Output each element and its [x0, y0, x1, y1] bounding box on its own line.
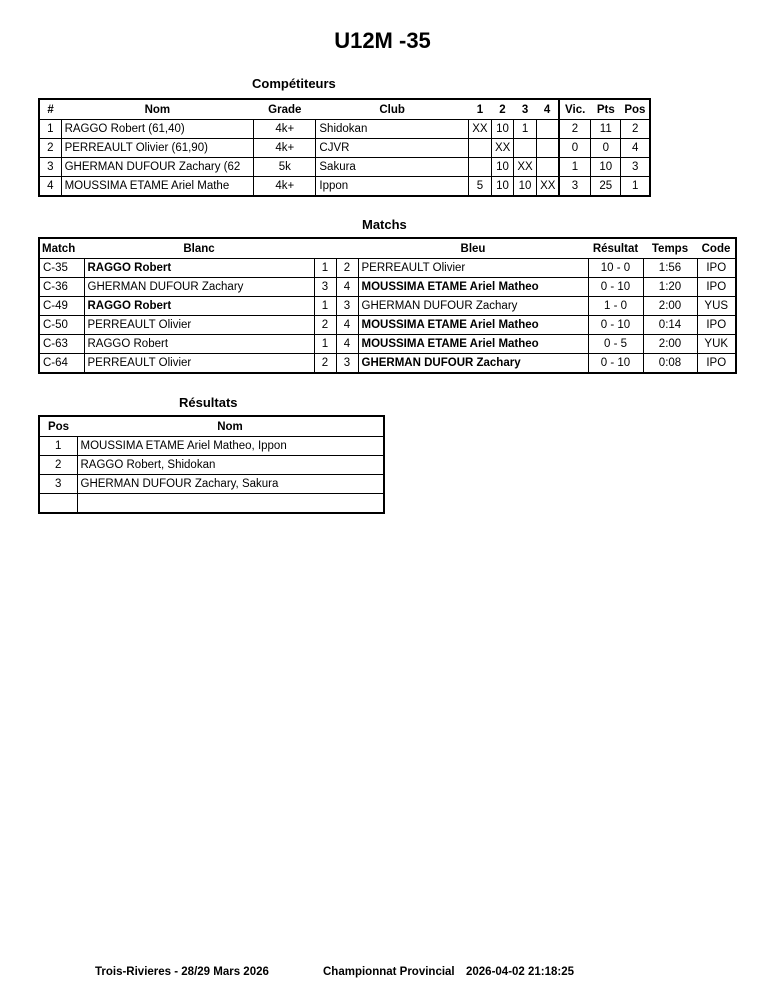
competitor-num: 1 — [39, 120, 61, 139]
match-bleu: MOUSSIMA ETAME Ariel Matheo — [358, 316, 588, 335]
competitor-club: Ippon — [316, 177, 468, 197]
match-blanc: RAGGO Robert — [84, 335, 314, 354]
competitor-pos: 2 — [621, 120, 650, 139]
match-blanc: RAGGO Robert — [84, 259, 314, 278]
competitor-row — [39, 177, 650, 197]
match-blanc-num: 1 — [314, 297, 336, 316]
match-code: YUS — [697, 297, 736, 316]
match-temps: 0:08 — [643, 354, 697, 374]
match-row — [39, 354, 736, 374]
match-row — [39, 259, 736, 278]
result-pos — [39, 494, 77, 514]
match-bleu: GHERMAN DUFOUR Zachary — [358, 354, 588, 374]
result-nom: RAGGO Robert, Shidokan — [77, 456, 384, 475]
match-bleu-num: 4 — [336, 335, 358, 354]
col-pts: Pts — [596, 103, 615, 116]
competitor-r1 — [468, 158, 491, 177]
competitor-vic: 1 — [559, 158, 591, 177]
competitor-num: 3 — [39, 158, 61, 177]
col-bleu: Bleu — [460, 242, 486, 255]
competitor-row — [39, 139, 650, 158]
col-r3: 3 — [521, 103, 529, 116]
match-bleu-num: 2 — [336, 259, 358, 278]
col-res-nom: Nom — [217, 420, 243, 433]
competitor-pos: 1 — [621, 177, 650, 197]
competitor-club: Sakura — [316, 158, 468, 177]
competitor-r3: 1 — [514, 120, 537, 139]
match-id: C-36 — [39, 278, 84, 297]
match-bleu: GHERMAN DUFOUR Zachary — [358, 297, 588, 316]
competitor-grade: 4k+ — [254, 120, 316, 139]
competitor-grade: 4k+ — [254, 177, 316, 197]
match-id: C-50 — [39, 316, 84, 335]
competitor-name: RAGGO Robert (61,40) — [61, 120, 254, 139]
match-code: IPO — [697, 354, 736, 374]
match-bleu: MOUSSIMA ETAME Ariel Matheo — [358, 335, 588, 354]
match-resultat: 0 - 10 — [588, 278, 643, 297]
match-bleu-num: 4 — [336, 278, 358, 297]
col-num: # — [47, 103, 54, 116]
result-row — [39, 494, 384, 514]
match-resultat: 0 - 10 — [588, 354, 643, 374]
match-blanc-num: 1 — [314, 335, 336, 354]
competitor-name: MOUSSIMA ETAME Ariel Mathe — [61, 177, 254, 197]
competitor-vic: 3 — [559, 177, 591, 197]
match-bleu: MOUSSIMA ETAME Ariel Matheo — [358, 278, 588, 297]
match-blanc: RAGGO Robert — [84, 297, 314, 316]
match-bleu-num: 3 — [336, 354, 358, 374]
match-code: YUK — [697, 335, 736, 354]
match-blanc: GHERMAN DUFOUR Zachary — [84, 278, 314, 297]
results-heading: Résultats — [179, 395, 238, 410]
results-table — [38, 415, 385, 514]
match-resultat: 0 - 10 — [588, 316, 643, 335]
result-row — [39, 437, 384, 456]
match-blanc-num: 2 — [314, 316, 336, 335]
match-row — [39, 297, 736, 316]
col-nom: Nom — [144, 103, 171, 116]
competitor-r4 — [537, 120, 559, 139]
footer-event: Championnat Provincial — [323, 966, 455, 978]
competitor-r2: XX — [491, 139, 513, 158]
match-resultat: 1 - 0 — [588, 297, 643, 316]
result-nom — [77, 494, 384, 514]
competitor-grade: 4k+ — [254, 139, 316, 158]
competitor-vic: 2 — [559, 120, 591, 139]
match-blanc-num: 3 — [314, 278, 336, 297]
col-grade: Grade — [268, 103, 302, 116]
result-nom: GHERMAN DUFOUR Zachary, Sakura — [77, 475, 384, 494]
match-blanc: PERREAULT Olivier — [84, 354, 314, 374]
competitor-name: GHERMAN DUFOUR Zachary (62 — [61, 158, 254, 177]
match-blanc: PERREAULT Olivier — [84, 316, 314, 335]
footer-timestamp: 2026-04-02 21:18:25 — [466, 966, 575, 978]
match-resultat: 10 - 0 — [588, 259, 643, 278]
match-id: C-64 — [39, 354, 84, 374]
match-id: C-49 — [39, 297, 84, 316]
match-blanc-num: 2 — [314, 354, 336, 374]
col-res-pos: Pos — [47, 420, 70, 433]
match-row — [39, 278, 736, 297]
match-temps: 2:00 — [643, 297, 697, 316]
competitors-header-row — [39, 99, 650, 120]
col-resultat: Résultat — [592, 242, 639, 255]
competitor-pos: 3 — [621, 158, 650, 177]
competitor-r1 — [468, 139, 491, 158]
col-code: Code — [701, 242, 731, 255]
col-match: Match — [42, 242, 76, 255]
col-vic: Vic. — [559, 99, 591, 120]
competitor-grade: 5k — [254, 158, 316, 177]
competitor-row — [39, 158, 650, 177]
match-temps: 0:14 — [643, 316, 697, 335]
competitor-name: PERREAULT Olivier (61,90) — [61, 139, 254, 158]
result-row — [39, 456, 384, 475]
result-nom: MOUSSIMA ETAME Ariel Matheo, Ippon — [77, 437, 384, 456]
match-code: IPO — [697, 316, 736, 335]
competitor-row — [39, 120, 650, 139]
competitor-club: CJVR — [316, 139, 468, 158]
competitor-pts: 10 — [591, 158, 621, 177]
match-temps: 2:00 — [643, 335, 697, 354]
competitor-r4 — [537, 158, 559, 177]
match-code: IPO — [697, 278, 736, 297]
matches-heading: Matchs — [362, 217, 407, 232]
match-id: C-35 — [39, 259, 84, 278]
match-bleu: PERREAULT Olivier — [358, 259, 588, 278]
col-club: Club — [379, 103, 405, 116]
match-resultat: 0 - 5 — [588, 335, 643, 354]
competitor-vic: 0 — [559, 139, 591, 158]
match-temps: 1:20 — [643, 278, 697, 297]
result-pos: 1 — [39, 437, 77, 456]
result-row — [39, 475, 384, 494]
col-blanc: Blanc — [183, 242, 215, 255]
results-header-row — [39, 416, 384, 437]
col-pos: Pos — [624, 103, 646, 116]
competitor-r3: 10 — [514, 177, 537, 197]
competitor-pts: 11 — [591, 120, 621, 139]
col-r4: 4 — [543, 103, 551, 116]
footer-location: Trois-Rivieres - 28/29 Mars 2026 — [95, 966, 269, 978]
result-pos: 3 — [39, 475, 77, 494]
col-temps: Temps — [651, 242, 689, 255]
competitor-r2: 10 — [491, 158, 513, 177]
competitor-num: 4 — [39, 177, 61, 197]
competitor-r2: 10 — [491, 177, 513, 197]
competitor-r4: XX — [537, 177, 559, 197]
competitor-club: Shidokan — [316, 120, 468, 139]
match-row — [39, 316, 736, 335]
match-blanc-num: 1 — [314, 259, 336, 278]
competitors-table — [38, 98, 651, 197]
competitor-pos: 4 — [621, 139, 650, 158]
matches-header-row — [39, 238, 736, 259]
col-r2: 2 — [499, 103, 506, 116]
match-bleu-num: 3 — [336, 297, 358, 316]
matches-table — [38, 237, 737, 374]
competitor-pts: 0 — [591, 139, 621, 158]
competitor-r3 — [514, 139, 537, 158]
competitor-r1: 5 — [468, 177, 491, 197]
match-code: IPO — [697, 259, 736, 278]
competitor-r3: XX — [514, 158, 537, 177]
competitor-r1: XX — [468, 120, 491, 139]
result-pos: 2 — [39, 456, 77, 475]
match-id: C-63 — [39, 335, 84, 354]
match-bleu-num: 4 — [336, 316, 358, 335]
competitor-r4 — [537, 139, 559, 158]
page-title: U12M -35 — [334, 28, 431, 53]
match-temps: 1:56 — [643, 259, 697, 278]
match-row — [39, 335, 736, 354]
competitor-r2: 10 — [491, 120, 513, 139]
competitor-pts: 25 — [591, 177, 621, 197]
competitor-num: 2 — [39, 139, 61, 158]
competitors-heading: Compétiteurs — [252, 76, 336, 91]
col-r1: 1 — [476, 103, 484, 116]
